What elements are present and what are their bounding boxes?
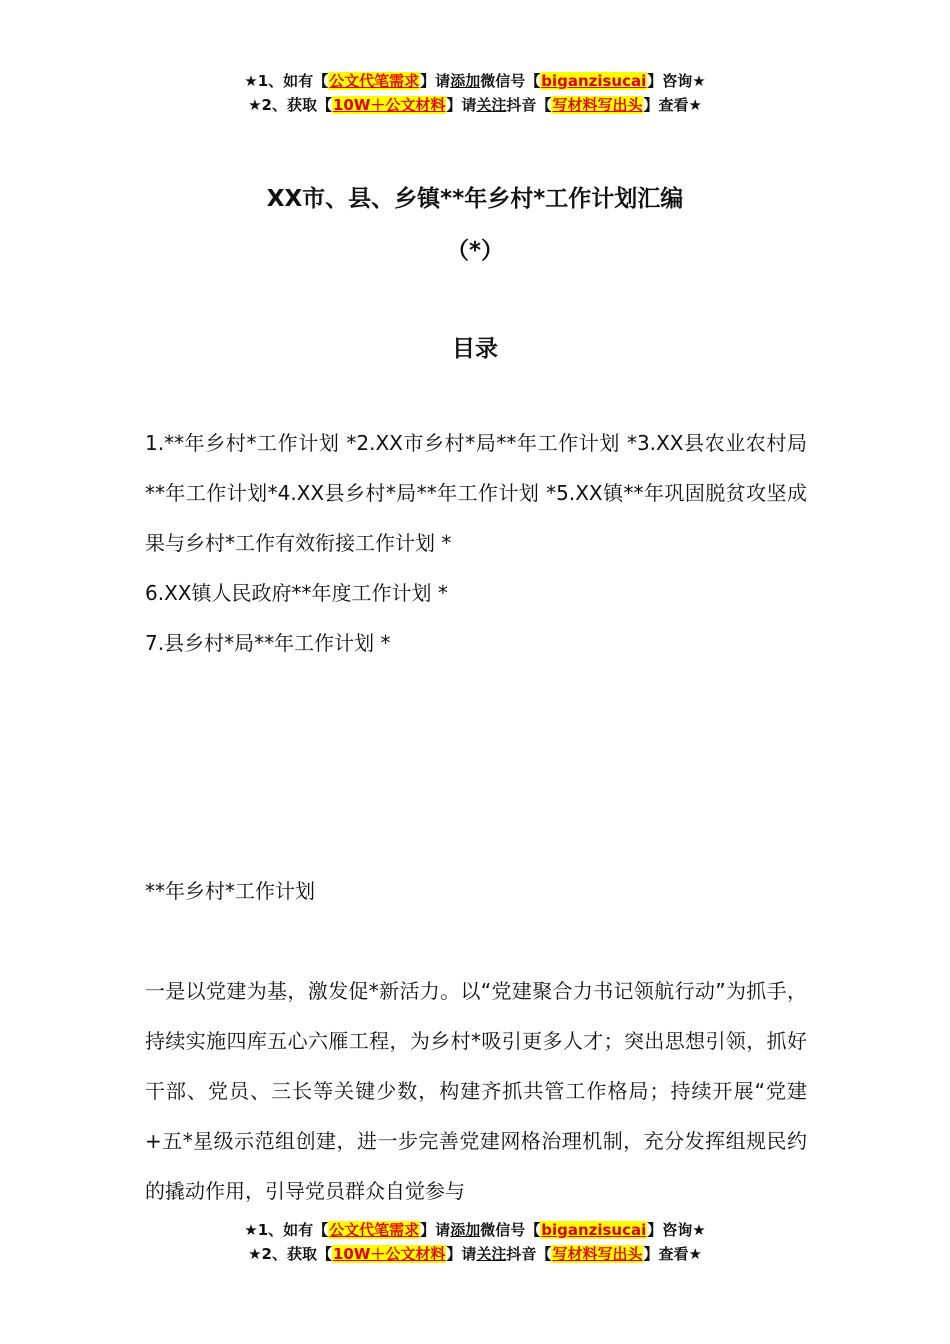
banner-text: 】请	[420, 72, 451, 90]
banner-underline: 添加	[450, 1221, 481, 1239]
banner-underline: 关注	[476, 96, 507, 114]
banner-text: ★2、获取【	[248, 1245, 332, 1263]
section-title: **年乡村*工作计划	[145, 879, 315, 903]
banner-text: 】咨询★	[647, 1221, 706, 1239]
banner-highlight: 10W＋公文材料	[332, 96, 446, 114]
toc-entry: 1.**年乡村*工作计划 *2.XX市乡村*局**年工作计划 *3.XX县农业农村局**年工作计划*4.XX县乡村*局**年工作计划 *5.XX镇**年巩固脱贫攻坚成果与乡村*工作有效衔接工作计划 *	[145, 431, 807, 555]
header-banner	[0, 69, 950, 117]
banner-underline: 添加	[450, 72, 481, 90]
banner-text: ★1、如有【	[244, 1221, 329, 1239]
banner-line-2	[0, 93, 950, 117]
banner-text: 】请	[446, 96, 477, 114]
section-paragraph: 一是以党建为基，激发促*新活力。以“党建聚合力书记领航行动”为抓手，持续实施四库五心六雁工程，为乡村*吸引更多人才；突出思想引领，抓好干部、党员、三长等关键少数，构建齐抓共管工作格局；持续开展“党建+五*星级示范组创建，进一步完善党建网格治理机制，充分发挥组规民约的撬动作用，引导党员群众自觉参与	[145, 979, 807, 1203]
banner-text: 抖音【	[506, 96, 552, 114]
banner-highlight: biganzisucai	[541, 1221, 647, 1239]
banner-text: 】请	[420, 1221, 451, 1239]
banner-line-1	[0, 69, 950, 93]
banner-underline: 关注	[476, 1245, 507, 1263]
banner-text: 】查看★	[643, 1245, 702, 1263]
banner-text: 】咨询★	[647, 72, 706, 90]
banner-line-1	[0, 1218, 950, 1242]
banner-highlight: 写材料写出头	[552, 1245, 643, 1263]
banner-text: 】查看★	[643, 96, 702, 114]
banner-highlight: 公文代笔需求	[329, 1221, 420, 1239]
banner-highlight: 10W＋公文材料	[332, 1245, 446, 1263]
banner-text: 抖音【	[506, 1245, 552, 1263]
banner-highlight: biganzisucai	[541, 72, 647, 90]
document-title: XX市、县、乡镇**年乡村*工作计划汇编	[266, 186, 684, 212]
banner-highlight: 写材料写出头	[552, 96, 643, 114]
banner-text: ★1、如有【	[244, 72, 329, 90]
banner-highlight: 公文代笔需求	[329, 72, 420, 90]
table-of-contents	[145, 418, 807, 668]
banner-text: ★2、获取【	[248, 96, 332, 114]
toc-entry: 7.县乡村*局**年工作计划 *	[145, 631, 391, 655]
banner-text: 微信号【	[480, 72, 541, 90]
banner-line-2	[0, 1242, 950, 1266]
footer-banner	[0, 1218, 950, 1266]
toc-entry: 6.XX镇人民政府**年度工作计划 *	[145, 581, 448, 605]
toc-heading: 目录	[452, 336, 498, 362]
banner-text: 】请	[446, 1245, 477, 1263]
banner-text: 微信号【	[480, 1221, 541, 1239]
document-subtitle: （*）	[445, 238, 505, 264]
